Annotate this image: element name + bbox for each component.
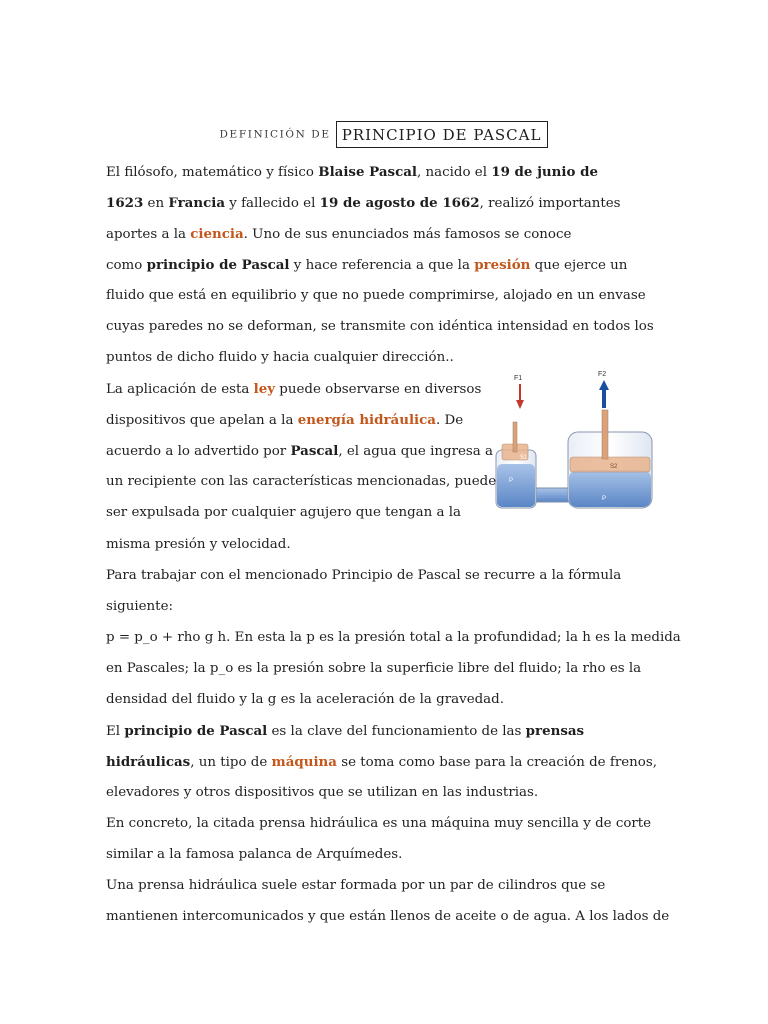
document-heading: [0, 121, 768, 148]
connecting-pipe: [534, 488, 572, 502]
p2-line-4: un recipiente con las características mencionadas, puede: [106, 474, 497, 489]
p6-line-1: En concreto, la citada prensa hidráulica es una máquina muy sencilla y de corte: [106, 816, 652, 831]
hydraulic-press-diagram: [492, 362, 664, 532]
f1-label: F1: [514, 375, 523, 382]
f1-arrow-down-icon: [516, 400, 524, 409]
link-ley[interactable]: ley: [253, 381, 276, 397]
p4-line-2: en Pascales; la p_o es la presión sobre la superficie libre del fluido; la rho es la: [106, 661, 642, 676]
p4-line-1: p = p_o + rho g h. En esta la p es la presión total a la profundidad; la h es la medida: [106, 630, 681, 645]
link-maquina[interactable]: máquina: [271, 754, 337, 770]
link-energia-hidraulica[interactable]: energía hidráulica: [297, 412, 436, 428]
p2-line-3: acuerdo a lo advertido por Pascal, el agua que ingresa a: [106, 443, 493, 459]
p2-line-1: La aplicación de esta ley puede observarse en diversos: [106, 381, 482, 397]
p1-line-5: fluido que está en equilibrio y que no puede comprimirse, alojado en un envase: [106, 288, 646, 303]
p2-line-5: ser expulsada por cualquier agujero que tengan a la: [106, 505, 462, 520]
p-label-left: P: [509, 478, 514, 484]
p7-line-1: Una prensa hidráulica suele estar formada por un par de cilindros que se: [106, 878, 606, 893]
s2-label: S2: [610, 464, 618, 470]
p7-line-2: mantienen intercomunicados y que están llenos de aceite o de agua. A los lados de: [106, 909, 670, 924]
p5-line-1: El principio de Pascal es la clave del funcionamiento de las prensas: [106, 723, 585, 739]
large-cylinder-liquid: [569, 470, 651, 507]
p2-line-2: dispositivos que apelan a la energía hidráulica. De: [106, 412, 464, 428]
f2-label: F2: [598, 371, 607, 378]
p1-line-7: puntos de dicho fluido y hacia cualquier dirección..: [106, 350, 454, 365]
small-piston-rod: [513, 422, 517, 452]
p3-line-1: Para trabajar con el mencionado Principio de Pascal se recurre a la fórmula: [106, 568, 622, 583]
small-cylinder-liquid: [497, 464, 535, 507]
f2-arrow-shaft: [602, 389, 606, 408]
p2-line-6: misma presión y velocidad.: [106, 537, 291, 552]
large-piston-rod: [602, 410, 608, 459]
link-ciencia[interactable]: ciencia: [190, 226, 244, 242]
link-presion[interactable]: presión: [474, 257, 531, 273]
p5-line-3: elevadores y otros dispositivos que se utilizan en las industrias.: [106, 785, 539, 800]
s1-label: S1: [520, 455, 528, 461]
f1-arrow-shaft: [519, 384, 521, 402]
p-label-right: P: [602, 496, 607, 502]
p6-line-2: similar a la famosa palanca de Arquímedes.: [106, 847, 403, 862]
p4-line-3: densidad del fluido y la g es la aceleración de la gravedad.: [106, 692, 504, 707]
p1-line-6: cuyas paredes no se deforman, se transmite con idéntica intensidad en todos los: [106, 319, 654, 334]
p5-line-2: hidráulicas, un tipo de máquina se toma como base para la creación de frenos,: [106, 754, 657, 770]
heading-prefix: DEFINICIÓN DE: [219, 128, 331, 141]
p1-line-4: como principio de Pascal y hace referencia a que la presión que ejerce un: [106, 257, 628, 273]
p1-line-2: 1623 en Francia y fallecido el 19 de agosto de 1662, realizó importantes: [106, 195, 621, 211]
f2-arrow-up-icon: [599, 380, 609, 390]
p3-line-2: siguiente:: [106, 599, 173, 614]
p1-line-1: El filósofo, matemático y físico Blaise Pascal, nacido el 19 de junio de: [106, 164, 598, 180]
p1-line-3: aportes a la ciencia. Uno de sus enunciados más famosos se conoce: [106, 226, 572, 242]
heading-title-box: PRINCIPIO DE PASCAL: [336, 121, 549, 148]
